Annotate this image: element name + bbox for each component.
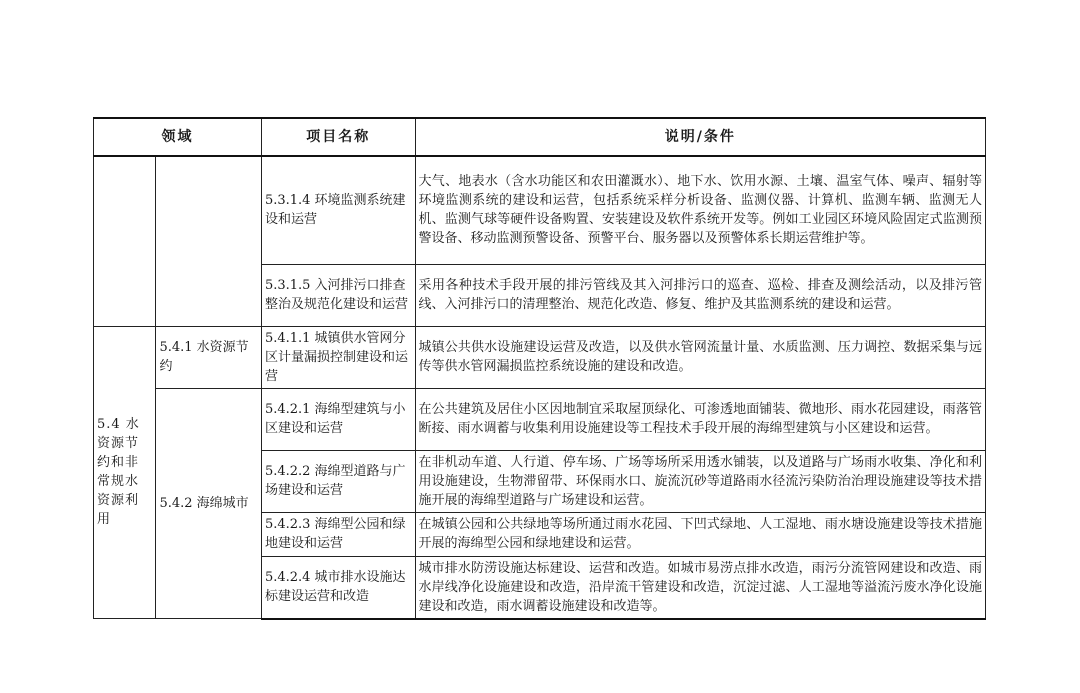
description-cell: 在城镇公园和公共绿地等场所通过雨水花园、下凹式绿地、人工湿地、雨水塘设施建设等技术措施开展的海绵型公园和绿地建设和运营。 <box>415 512 985 556</box>
table-header <box>94 118 986 156</box>
description-cell: 城镇公共供水设施建设运营及改造，以及供水管网流量计量、水质监测、压力调控、数据采集与远传等供水管网漏损监控系统设施的建设和改造。 <box>415 326 985 388</box>
header-description: 说明/条件 <box>415 118 985 156</box>
project-name-cell: 5.3.1.5 入河排污口排查整治及规范化建设和运营 <box>261 264 415 326</box>
project-name-cell: 5.4.2.1 海绵型建筑与小区建设和运营 <box>261 388 415 450</box>
project-name-cell: 5.4.2.3 海绵型公园和绿地建设和运营 <box>261 512 415 556</box>
field-cell-empty <box>94 156 156 326</box>
description-cell: 在非机动车道、人行道、停车场、广场等场所采用透水铺装，以及道路与广场雨水收集、净化和利用设施建设，生物滞留带、环保雨水口、旋流沉砂等道路雨水径流污染防治治理设施建设等技术措施开展的海绵型道路与广场建设和运营。 <box>415 450 985 512</box>
project-name-cell: 5.3.1.4 环境监测系统建设和运营 <box>261 156 415 264</box>
table-row <box>94 388 986 450</box>
field-level1-cell: 5.4 水资源节约和非常规水资源利用 <box>94 326 156 619</box>
project-name-cell: 5.4.1.1 城镇供水管网分区计量漏损控制建设和运营 <box>261 326 415 388</box>
catalog-table <box>93 117 986 620</box>
table-row <box>94 326 986 388</box>
header-project-name: 项目名称 <box>261 118 415 156</box>
table-row <box>94 156 986 264</box>
project-name-cell: 5.4.2.2 海绵型道路与广场建设和运营 <box>261 450 415 512</box>
header-field: 领域 <box>94 118 262 156</box>
description-cell: 在公共建筑及居住小区因地制宜采取屋顶绿化、可渗透地面铺装、微地形、雨水花园建设，雨落管断接、雨水调蓄与收集利用设施建设等工程技术手段开展的海绵型建筑与小区建设和运营。 <box>415 388 985 450</box>
description-cell: 采用各种技术手段开展的排污管线及其入河排污口的巡查、巡检、排查及测绘活动，以及排污管线、入河排污口的清理整治、规范化改造、修复、维护及其监测系统的建设和运营。 <box>415 264 985 326</box>
field-level2-cell: 5.4.1 水资源节约 <box>156 326 261 388</box>
project-name-cell: 5.4.2.4 城市排水设施达标建设运营和改造 <box>261 556 415 619</box>
field-cell-empty <box>156 156 261 326</box>
description-cell: 城市排水防涝设施达标建设、运营和改造。如城市易涝点排水改造，雨污分流管网建设和改造、雨水岸线净化设施建设和改造，沿岸流干管建设和改造，沉淀过滤、人工湿地等溢流污废水净化设施建设和改造，雨水调蓄设施建设和改造等。 <box>415 556 985 619</box>
description-cell: 大气、地表水（含水功能区和农田灌溉水）、地下水、饮用水源、土壤、温室气体、噪声、辐射等环境监测系统的建设和运营，包括系统采样分析设备、监测仪器、计算机、监测车辆、监测无人机、监测气球等硬件设备购置、安装建设及软件系统开发等。例如工业园区环境风险固定式监测预警设备、移动监测预警设备、预警平台、服务器以及预警体系长期运营维护等。 <box>415 156 985 264</box>
field-level2-cell: 5.4.2 海绵城市 <box>156 388 261 619</box>
